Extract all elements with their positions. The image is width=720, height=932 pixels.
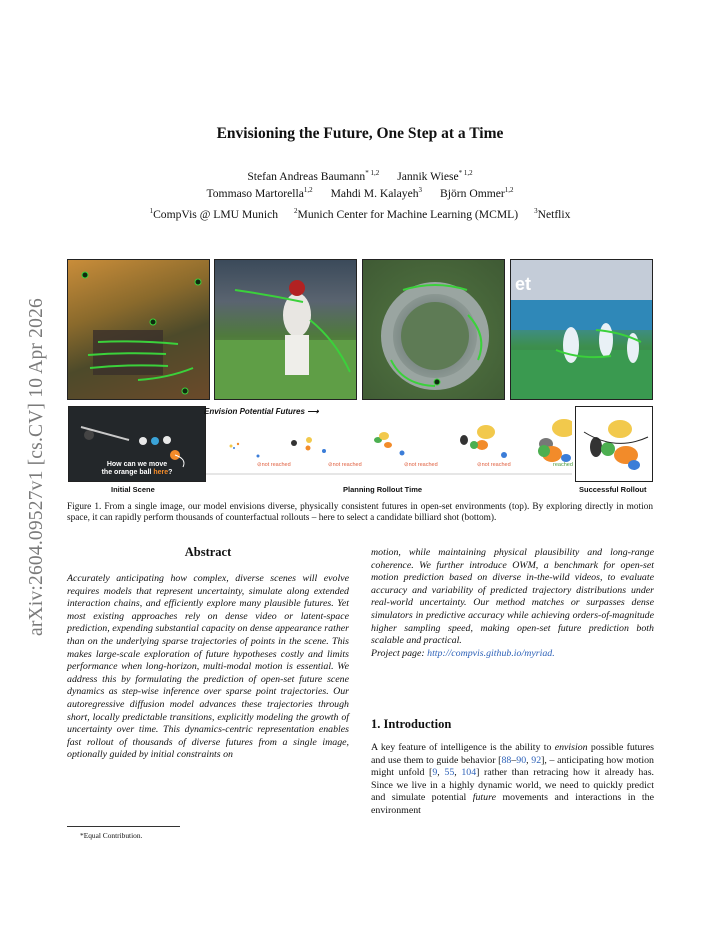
successful-rollout-label: Successful Rollout <box>579 485 647 494</box>
initial-scene-label: Initial Scene <box>111 485 155 494</box>
affiliation: $^1$CompVis @ LMU Munich <box>149 207 279 221</box>
abstract-text: Accurately anticipating how complex, diverse scenes will evolve requires models that represent uncertainty, simulate along extended interaction chains, and efficiently explore many plausible futures. Yet most existing approaches rely on dense video or latent-space prediction, expending substantial capacity on dense appearance rather than on the underlying sparse trajectories of points in the scene. This makes large-scale exploration of future hypotheses costly and limits performance when long-horizon, multi-modal motion is essential. We address this by formulating the prediction of open-set future scene dynamics as step-wise inference over sparse point trajectories. Our autoregressive diffusion model advances these trajectories through short, locally predictable transitions, explicitly modeling the growth of uncertainty over time. This dynamics-centric representation enables fast rollout of thousands of diverse futures from a single image, optionally guided by initial constraints on <box>67 573 349 761</box>
svg-text:et: et <box>515 274 532 294</box>
introduction-text: A key feature of intelligence is the ability to envision possible futures and use them to guide behavior [88–90, 92], – anticipating how motion might unfold [9, 55, 104] rather than retracing how it already has. Since we live in a highly dynamic world, we need to quickly predict and simulate potential future movements and interactions in the environment <box>371 742 655 816</box>
train-trajectory-overlay <box>68 260 210 400</box>
arxiv-identifier: arXiv:2604.09527v1 [cs.CV] 10 Apr 2026 <box>26 298 47 636</box>
envision-futures-label: Envision Potential Futures ⟶ <box>204 407 319 416</box>
roundabout-aerial-image <box>362 259 505 400</box>
not-reached-label: ⊘not reached <box>257 462 291 468</box>
author: Tommaso Martorella$^{1,2}$ <box>206 186 313 200</box>
reached-label: reached <box>553 462 573 468</box>
successful-rollout-illustration <box>576 407 653 482</box>
footnote-rule <box>67 826 180 827</box>
author: Stefan Andreas Baumann$^{* 1,2}$ <box>247 169 380 183</box>
citation-link[interactable]: 90 <box>516 754 527 766</box>
section-heading-introduction: 1. Introduction <box>371 717 452 731</box>
not-reached-label: ⊘not reached <box>477 462 511 468</box>
figure-caption: Figure 1. From a single image, our model envisions diverse, physically consistent futures in open-set environments (top). By exploring directly in motion space, it can rapidly perform thousands of counterfactual rollouts – here to select a candidate billiard shot (bottom). <box>67 502 653 524</box>
not-reached-label: ⊘not reached <box>404 462 438 468</box>
affiliation: $^3$Netflix <box>534 207 571 221</box>
author: Mahdi M. Kalayeh$^3$ <box>330 186 423 200</box>
footnote: *Equal Contribution. <box>80 831 143 840</box>
rollout-distribution-strip <box>206 418 572 480</box>
soccer-trajectory-overlay <box>511 260 653 400</box>
affiliations <box>60 208 660 221</box>
citation-link[interactable]: 9 <box>432 767 438 779</box>
abstract-continued <box>371 547 654 660</box>
citation-link[interactable]: 92 <box>531 754 542 766</box>
not-reached-label: ⊘not reached <box>328 462 362 468</box>
citation-link[interactable]: 104 <box>461 767 477 779</box>
initial-scene-question: How can we move the orange ball here? <box>101 461 173 476</box>
project-page-link[interactable]: http://compvis.github.io/myriad. <box>427 647 555 659</box>
roundabout-trajectory-overlay <box>363 260 505 400</box>
train-scene-image <box>67 259 210 400</box>
citation-link[interactable]: 88 <box>501 754 512 766</box>
citation-link[interactable]: 55 <box>444 767 455 779</box>
initial-billiard-scene <box>68 406 206 482</box>
successful-rollout-panel <box>575 406 653 482</box>
affiliation: $^2$Munich Center for Machine Learning (MCML) <box>294 207 519 221</box>
planning-rollout-label: Planning Rollout Time <box>343 485 423 494</box>
author: Jannik Wiese$^{* 1,2}$ <box>397 169 473 183</box>
author-list <box>60 168 660 202</box>
abstract-text-continued: motion, while maintaining physical plausibility and long-range coherence. We further introduce OWM, a benchmark for open-set motion prediction based on diverse in-the-wild videos, to evaluate accuracy and variability of predicted trajectory distributions under real-world uncertainty. Our method matches or surpasses dense simulators in predictive accuracy while achieving orders-of-magnitude higher sampling speed, making open-set future prediction both scalable and practical. <box>371 547 654 647</box>
baseball-pitcher-image <box>214 259 357 400</box>
pitcher-trajectory-overlay <box>215 260 357 400</box>
author: Björn Ommer$^{1,2}$ <box>440 186 514 200</box>
paper-title: Envisioning the Future, One Step at a Time <box>216 125 504 142</box>
soccer-match-image <box>510 259 653 400</box>
project-page: Project page: http://compvis.github.io/myriad. <box>371 647 555 659</box>
abstract-heading: Abstract <box>184 545 232 559</box>
